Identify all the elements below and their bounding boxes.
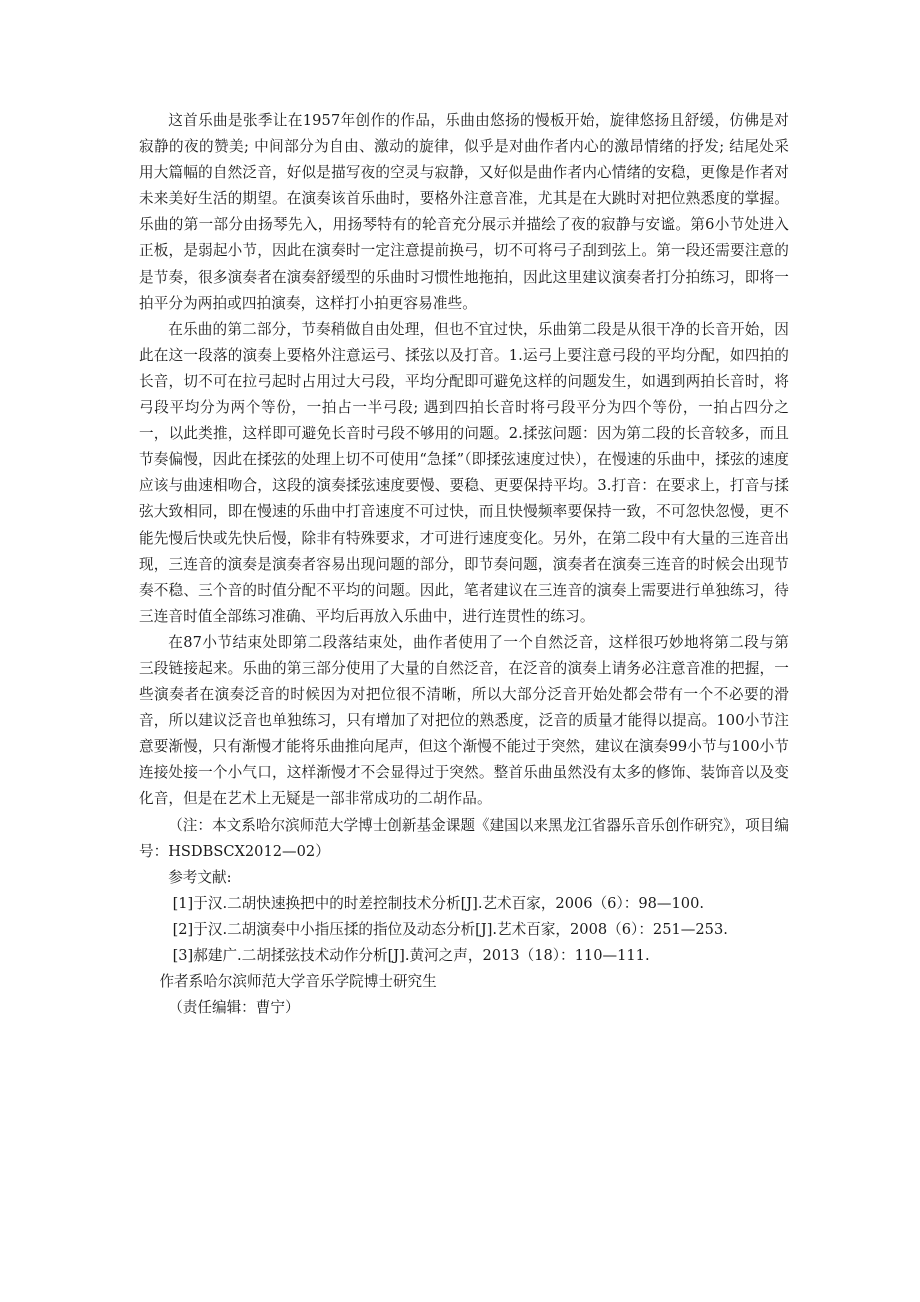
paragraph-2: 在乐曲的第二部分，节奏稍做自由处理，但也不宜过快，乐曲第二段是从很干净的长音开始，因此在这一段落的演奏上要格外注意运弓、揉弦以及打音。1.运弓上要注意弓段的平均分配，如四拍的长音，切不可在拉弓起时占用过大弓段，平均分配即可避免这样的问题发生，如遇到两拍长音时，将弓段平均分为两个等份，一拍占一半弓段; 遇到四拍长音时将弓段平分为四个等份，一拍占四分之一，以此类推，这样即可避免长音时弓段不够用的问题。2.揉弦问题：因为第二段的长音较多，而且节奏偏慢，因此在揉弦的处理上切不可使用“急揉”（即揉弦速度过快），在慢速的乐曲中，揉弦的速度应该与曲速相吻合，这段的演奏揉弦速度要慢、要稳、更要保持平均。3.打音：在要求上，打音与揉弦大致相同，即在慢速的乐曲中打音速度不可过快，而且快慢频率要保持一致，不可忽快忽慢，更不能先慢后快或先快后慢，除非有特殊要求，才可进行速度变化。另外，在第二段中有大量的三连音出现，三连音的演奏是演奏者容易出现问题的部分，即节奏问题，演奏者在演奏三连音的时候会出现节奏不稳、三个音的时值分配不平均的问题。因此，笔者建议在三连音的演奏上需要进行单独练习，待三连音时值全部练习准确、平均后再放入乐曲中，进行连贯性的练习。 — [139, 320, 789, 625]
article-body — [139, 108, 789, 1021]
editor-note: （责任编辑：曹宁） — [168, 999, 300, 1017]
reference-item-2: [2]于汉.二胡演奏中小指压揉的指位及动态分析[J].艺术百家，2008（6）：251—253. — [172, 920, 728, 938]
paragraph-3: 在87小节结束处即第二段落结束处，曲作者使用了一个自然泛音，这样很巧妙地将第二段与第三段链接起来。乐曲的第三部分使用了大量的自然泛音，在泛音的演奏上请务必注意音准的把握，一些演奏者在演奏泛音的时候因为对把位很不清晰，所以大部分泛音开始处都会带有一个不必要的滑音，所以建议泛音也单独练习，只有增加了对把位的熟悉度，泛音的质量才能得以提高。100小节注意要渐慢，只有渐慢才能将乐曲推向尾声，但这个渐慢不能过于突然，建议在演奏99小节与100小节连接处接一个小气口，这样渐慢才不会显得过于突然。整首乐曲虽然没有太多的修饰、装饰音以及变化音，但是在艺术上无疑是一部非常成功的二胡作品。 — [139, 633, 789, 808]
paragraph-1: 这首乐曲是张季让在1957年创作的作品，乐曲由悠扬的慢板开始，旋律悠扬且舒缓，仿佛是对寂静的夜的赞美; 中间部分为自由、激动的旋律，似乎是对曲作者内心的激昂情绪的抒发; 结尾处采用大篇幅的自然泛音，好似是描写夜的空灵与寂静，又好似是曲作者内心情绪的安稳，更像是作者对未来美好生活的期望。在演奏该首乐曲时，要格外注意音准，尤其是在大跳时对把位熟悉度的掌握。乐曲的第一部分由扬琴先入，用扬琴特有的轮音充分展示并描绘了夜的寂静与安谧。第6小节处进入正板，是弱起小节，因此在演奏时一定注意提前换弓，切不可将弓子刮到弦上。第一段还需要注意的是节奏，很多演奏者在演奏舒缓型的乐曲时习惯性地拖拍，因此这里建议演奏者打分拍练习，即将一拍平分为两拍或四拍演奏，这样打小拍更容易准些。 — [139, 112, 789, 312]
references-title: 参考文献: — [168, 868, 232, 886]
reference-item-3: [3]郝建广.二胡揉弦技术动作分析[J].黄河之声，2013（18）：110—111. — [172, 947, 650, 964]
reference-item-1: [1]于汉.二胡快速换把中的时差控制技术分析[J].艺术百家，2006（6）：98—100. — [172, 894, 704, 912]
author-note: 作者系哈尔滨师范大学音乐学院博士研究生 — [159, 973, 437, 991]
funding-note: （注：本文系哈尔滨师范大学博士创新基金课题《建国以来黑龙江省器乐音乐创作研究》，项目编号：HSDBSCX2012—02） — [139, 816, 789, 860]
